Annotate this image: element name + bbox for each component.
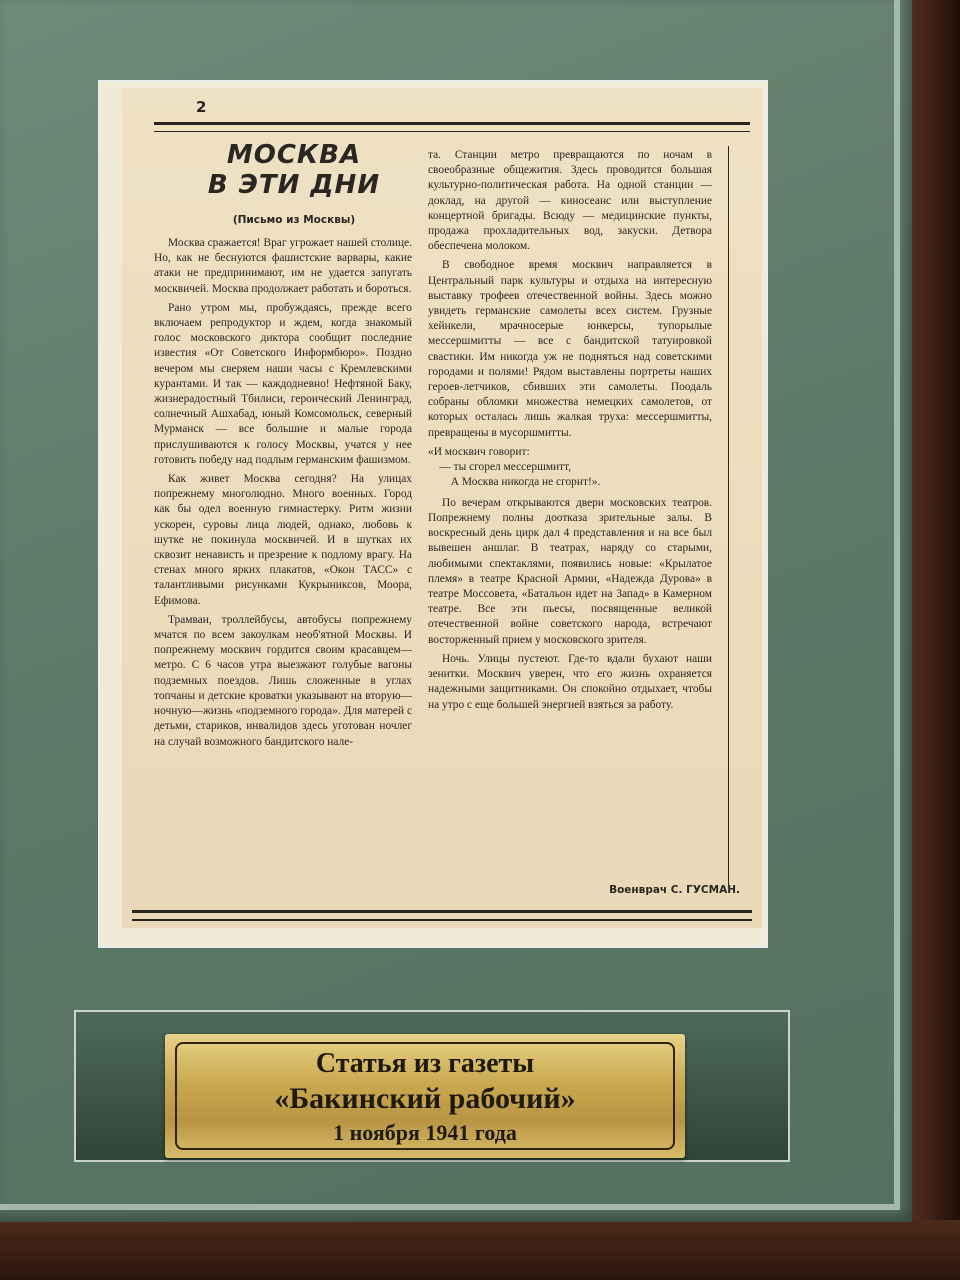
paragraph: Трамваи, троллейбусы, автобусы попрежнему мчатся по всем закоулкам необ'ятной Москвы. И попрежнему москвич гордится своим красавцем—метро. С 6 часов утра выезжают голубые вагоны подземных поездов. Лишь сложенные в углах топчаны и детские кроватки указывают на вторую—ночную—жизнь «подземного города». Для матерей с детьми, стариков, инвалидов здесь уготован ночлег на случай возможного бандитского нале- xyxy=(154,613,412,748)
verse-line: «И москвич говорит: xyxy=(428,445,530,458)
paragraph: По вечерам открываются двери московских театров. Попрежнему полны доотказа зрительные залы. В воскресный день цирк дал 4 представления и на все был вывешен аншлаг. В театрах, наряду со старыми, любимыми спектаклями, появились новые: «Крылатое племя» в театре Красной Армии, «Надежда Дурова» в театре Моссовета, «Батальон идет на Запад» в Камерном театре. Все эти пьесы, посвященные великой отечественной войне советского народа, встречают восторженный прием у московского зрителя. xyxy=(428,496,712,646)
brass-plaque xyxy=(165,1034,685,1158)
plaque-line-3: 1 ноября 1941 года xyxy=(333,1120,517,1145)
verse xyxy=(428,445,712,490)
paragraph: В свободное время москвич направляется в Центральный парк культуры и отдыха на интересную выставку трофеев отечественной войны. Здесь можно увидеть германские самолеты всех систем. Грузные хейнкели, мрачноcерые юнкерсы, тупорылые мессершмитты — все с бандитской татуировкой свастики. Им никогда уж не подняться над советскими городами и полями! Рядом выставлены портреты наших героев-летчиков, сбивших эти самолеты. Поодаль собраны обломки множества немецких самолетов, от которых осталась лишь жалкая труха: мессершмитты, превращены в мусоршмитты. xyxy=(428,259,712,439)
verse-line: А Москва никогда не сгорит!». xyxy=(428,475,601,488)
paragraph: Ночь. Улицы пустеют. Где-то вдали бухают наши зенитки. Москвич уверен, что его жизнь охраняется надежными защитниками. Он спокойно отдыхает, чтобы на утро с еще большей энергией взяться за работу. xyxy=(428,652,712,711)
article-subtitle: (Письмо из Москвы) xyxy=(232,214,356,226)
paragraph: Москва сражается! Враг угрожает нашей столице. Но, как не беснуются фашистские варвары, какие атаки не предпринимают, им не удается запугать москвичей. Москва продолжает работать и бороться. xyxy=(154,237,412,295)
left-column xyxy=(154,236,412,754)
frame-bottom-edge xyxy=(0,1220,960,1280)
plaque-line-2: «Бакинский рабочий» xyxy=(274,1082,576,1115)
author-signature: Военврач С. ГУСМАН. xyxy=(609,884,740,896)
paragraph: та. Станции метро превращаются по ночам в своеобразные общежития. Здесь проводится большая культурно-политическая работа. На одной станции — доклад, на другой — киносеанс или выступление концертной бригады. Всюду — медицинские пункты, продажа прохладительных вод, закуски. Детвора обеспечена молоком. xyxy=(428,149,712,253)
newspaper-clipping xyxy=(122,88,762,928)
column-rule xyxy=(728,146,729,886)
paragraph: Как живет Москва сегодня? На улицах попрежнему многолюдно. Много военных. Город как бы одел военную гимнастерку. Ритм жизни ускорен, суровы лица людей, однако, любовь к шутке не покинула москвичей. И в шутках их сквозит ненависть и презрение к подлому врагу. На стенах много ярких плакатов, «Окон ТАСС» с талантливыми рисунками Кукрыниксов, Моора, Ефимова. xyxy=(154,473,412,607)
right-column xyxy=(428,148,712,717)
top-rule xyxy=(154,122,750,132)
verse-line: — ты сгорел мессершмитт, xyxy=(428,460,572,473)
plaque-line-1: Статья из газеты xyxy=(315,1048,535,1079)
newspaper-clipping-window xyxy=(98,80,768,948)
page-number: 2 xyxy=(196,98,207,116)
article-title: МОСКВА В ЭТИ ДНИ xyxy=(207,140,381,200)
paragraph: Рано утром мы, пробуждаясь, прежде всего включаем репродуктор и ждем, когда знакомый голос московского диктора сообщит последние известия «От Советского Информбюро». Поздно вечером мы сверяем наши часы с Кремлевскими курантами. И так — каждодневно! Нефтяной Баку, жизнерадостный Тбилиси, героический Ленинград, солнечный Ашхабад, юный Комсомольск, северный Мурманск — все большие и малые города прислушиваются к голосу Москвы, учатся у нее готовить победу над подлым германским фашизмом. xyxy=(154,301,412,466)
bottom-rule xyxy=(132,910,752,921)
